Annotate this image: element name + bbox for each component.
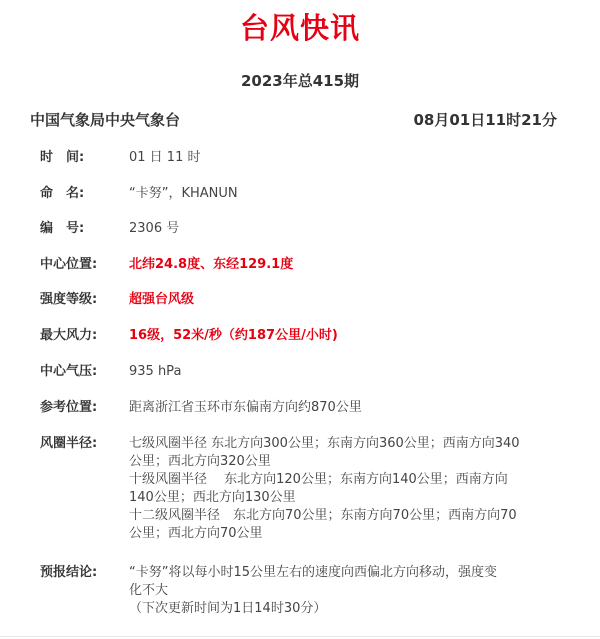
radius-value: [129, 435, 549, 543]
center-label: 中心位置:: [40, 257, 98, 272]
pressure-value: 935 hPa: [129, 364, 182, 379]
name-value: “卡努”，KHANUN: [129, 186, 238, 201]
intensity-label: 强度等级:: [40, 292, 98, 307]
radius-line: 七级风圈半径 东北方向300公里；东南方向360公里；西南方向340: [129, 436, 520, 451]
issue-datetime: 08月01日11时21分: [413, 111, 557, 129]
meta-row: [30, 109, 557, 131]
name-label: 命 名:: [40, 186, 85, 201]
radius-line: 十级风圈半径 东北方向120公里；东南方向140公里；西南方向: [129, 472, 508, 487]
agency-name: 中国气象局中央气象台: [30, 111, 181, 129]
intensity-value: 超强台风级: [129, 292, 195, 307]
center-value: 北纬24.8度、东经129.1度: [129, 257, 294, 272]
radius-line: 公里；西北方向70公里: [129, 526, 263, 541]
forecast-value: [129, 564, 549, 618]
number-value: 2306 号: [129, 221, 180, 236]
time-label: 时 间:: [40, 150, 85, 165]
radius-line: 十二级风圈半径 东北方向70公里；东南方向70公里；西南方向70: [129, 508, 517, 523]
forecast-line: “卡努”将以每小时15公里左右的速度向西偏北方向移动，强度变: [129, 565, 498, 580]
pressure-label: 中心气压:: [40, 364, 98, 379]
reference-value: 距离浙江省玉环市东偏南方向约870公里: [129, 400, 362, 415]
forecast-label: 预报结论:: [40, 565, 98, 580]
radius-line: 公里；西北方向320公里: [129, 454, 271, 469]
issue-number: 2023年总415期: [240, 72, 360, 90]
reference-label: 参考位置:: [40, 400, 98, 415]
maxwind-value: 16级，52米/秒（约187公里/小时): [129, 328, 338, 343]
time-value: 01 日 11 时: [129, 150, 201, 165]
forecast-line: 化不大: [129, 583, 169, 598]
maxwind-label: 最大风力:: [40, 328, 98, 343]
forecast-line: （下次更新时间为1日14时30分）: [129, 601, 327, 616]
radius-line: 140公里；西北方向130公里: [129, 490, 296, 505]
page-title: 台风快讯: [239, 11, 360, 45]
bottom-divider: [0, 636, 600, 637]
radius-label: 风圈半径:: [40, 436, 98, 451]
number-label: 编 号:: [40, 221, 85, 236]
